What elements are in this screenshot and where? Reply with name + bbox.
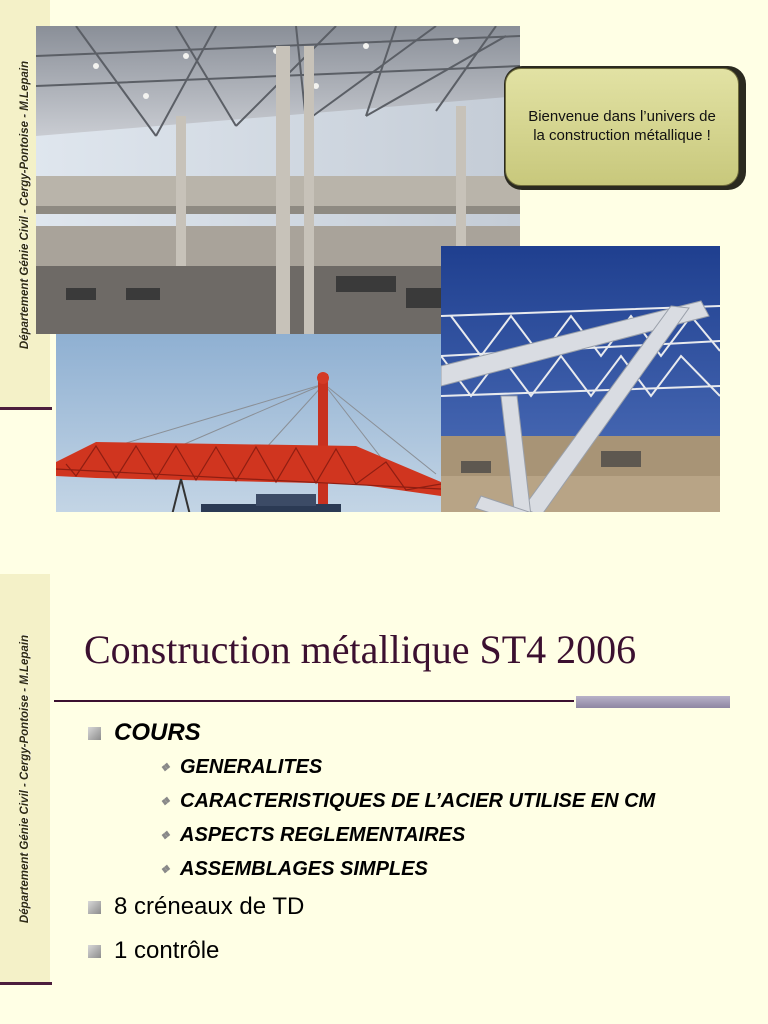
content-list: [86, 718, 736, 966]
sub-list-item: ❖ CARACTERISTIQUES DE L’ACIER UTILISE EN CM: [114, 788, 740, 814]
welcome-callout: Bienvenue dans l’univers de la construction métallique !: [505, 68, 739, 186]
list-item-label: COURS: [114, 719, 201, 746]
sub-list: [114, 754, 736, 882]
left-band: [0, 574, 50, 984]
slide-2: [0, 512, 768, 1024]
band-divider: [0, 982, 52, 985]
diamond-bullet-icon: ❖: [160, 762, 170, 774]
sub-list-item: ❖ ASSEMBLAGES SIMPLES: [114, 856, 740, 882]
band-divider: [0, 407, 52, 410]
title-rule: [54, 700, 574, 702]
list-item: 8 créneaux de TD: [86, 892, 736, 922]
department-label: Département Génie Civil - Cergy-Pontoise - M.Lepain: [19, 60, 31, 350]
diamond-bullet-icon: ❖: [160, 796, 170, 808]
list-item: 1 contrôle: [86, 936, 736, 966]
list-item: [86, 718, 736, 882]
title-accent-bar: [576, 696, 730, 708]
red-canopy-photo: [56, 334, 441, 512]
steel-truss-photo: [441, 246, 720, 512]
sub-list-item: ❖ GENERALITES: [114, 754, 740, 780]
sub-list-item: ❖ ASPECTS REGLEMENTAIRES: [114, 822, 740, 848]
diamond-bullet-icon: ❖: [160, 830, 170, 842]
diamond-bullet-icon: ❖: [160, 864, 170, 876]
department-label: Département Génie Civil - Cergy-Pontoise - M.Lepain: [19, 634, 31, 924]
slide-title: Construction métallique ST4 2006: [84, 627, 637, 672]
